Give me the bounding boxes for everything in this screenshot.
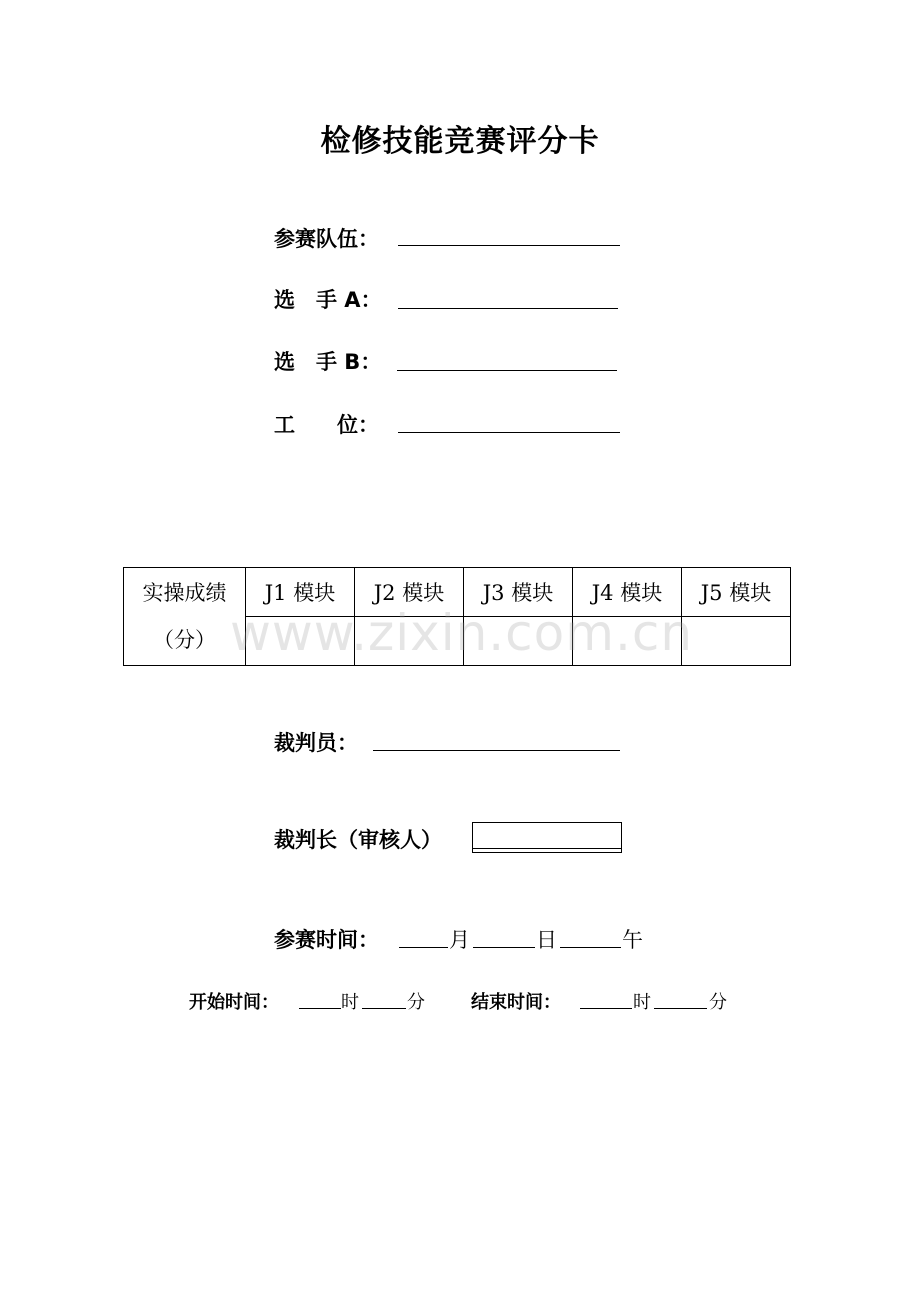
start-hour-label: 时 [341, 992, 359, 1013]
day-input-line[interactable] [473, 947, 535, 948]
score-row-header-text: 实操成绩 [142, 580, 227, 605]
score-cell-j2[interactable] [355, 617, 464, 666]
noon-input-line[interactable] [560, 947, 621, 948]
score-row-header-unit: （分） [153, 627, 216, 652]
player-b-label: 选 手 B： [274, 350, 382, 374]
noon-label: 午 [622, 928, 643, 952]
start-minute-label: 分 [407, 992, 425, 1013]
watermark: www.zixin.com.cn [230, 604, 694, 662]
module-header-j1: J1 模块 [246, 568, 355, 617]
chief-referee-signature-box[interactable] [472, 822, 622, 853]
end-minute-input-line[interactable] [654, 1008, 707, 1009]
team-label: 参赛队伍： [274, 227, 379, 251]
start-hour-input-line[interactable] [299, 1008, 341, 1009]
player-b-input-line[interactable] [397, 370, 617, 371]
score-cell-j1[interactable] [246, 617, 355, 666]
page-title: 检修技能竞赛评分卡 [320, 124, 600, 159]
score-row-header [124, 568, 246, 666]
competition-time-label: 参赛时间： [274, 928, 379, 952]
module-header-j3: J3 模块 [464, 568, 573, 617]
station-input-line[interactable] [398, 432, 620, 433]
score-cell-j3[interactable] [464, 617, 573, 666]
module-header-j5: J5 模块 [682, 568, 791, 617]
score-cell-j4[interactable] [573, 617, 682, 666]
score-cell-j5[interactable] [682, 617, 791, 666]
end-minute-label: 分 [709, 992, 727, 1013]
module-header-j4: J4 模块 [573, 568, 682, 617]
module-header-j2: J2 模块 [355, 568, 464, 617]
station-label: 工 位： [274, 413, 379, 437]
player-a-label: 选 手 A： [274, 288, 382, 312]
start-minute-input-line[interactable] [362, 1008, 406, 1009]
end-time-label: 结束时间： [471, 992, 561, 1013]
day-label: 日 [536, 928, 557, 952]
referee-input-line[interactable] [373, 750, 620, 751]
month-label: 月 [449, 928, 470, 952]
score-table [123, 567, 791, 666]
team-input-line[interactable] [398, 245, 620, 246]
start-time-label: 开始时间： [189, 992, 279, 1013]
end-hour-label: 时 [633, 992, 651, 1013]
player-a-input-line[interactable] [398, 308, 618, 309]
end-hour-input-line[interactable] [580, 1008, 632, 1009]
chief-referee-label: 裁判长（审核人） [274, 828, 442, 852]
referee-label: 裁判员： [274, 731, 358, 755]
month-input-line[interactable] [399, 947, 448, 948]
